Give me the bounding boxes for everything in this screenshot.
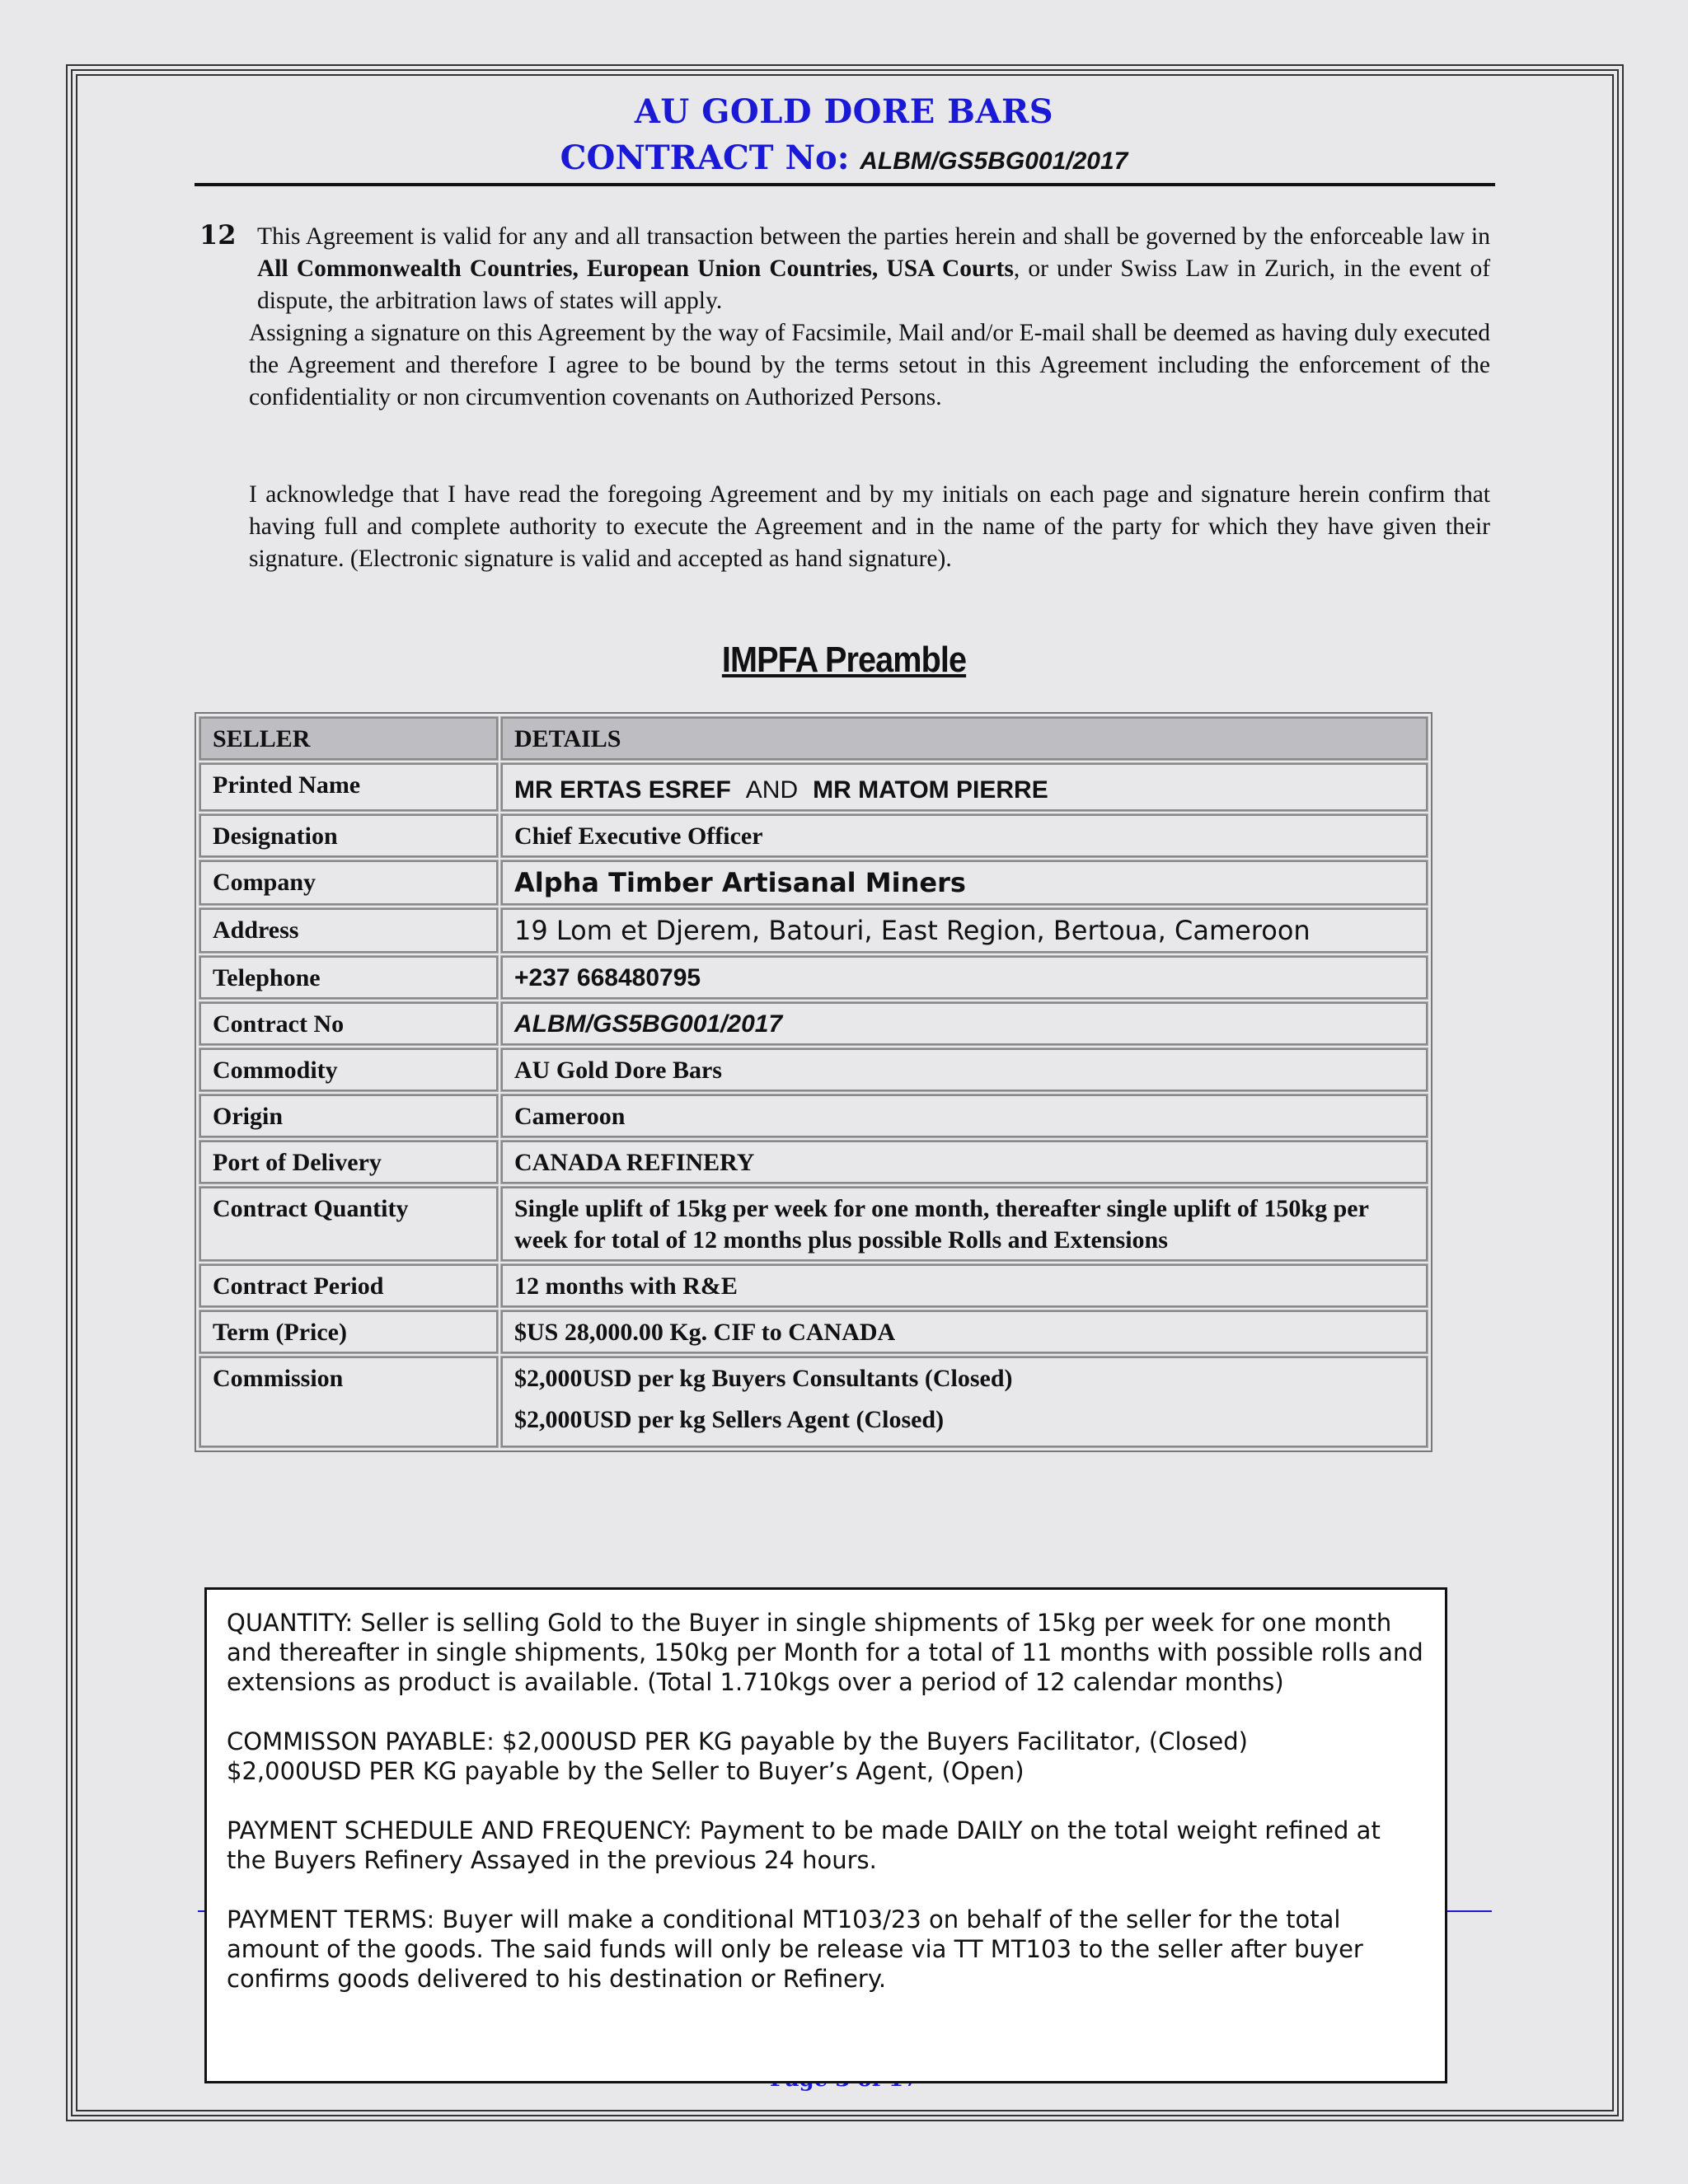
row-label: Contract Quantity <box>199 1187 498 1261</box>
period-value: 12 months with R&E <box>501 1264 1428 1307</box>
clause-number: 12 <box>199 219 237 251</box>
table-row <box>199 1264 1428 1307</box>
title-divider <box>195 183 1495 186</box>
port-value: CANADA REFINERY <box>501 1141 1428 1183</box>
clause-paragraph-2: Assigning a signature on this Agreement by the way of Facsimile, Mail and/or E-mail shall be deemed as having duly executed the Agreement and therefore I agree to be bound by the terms setout in this Agreement including the enforcement of the confidentiality or non circumvention covenants on Authorized Persons. <box>249 320 1490 410</box>
row-label: Commission <box>199 1357 498 1447</box>
clause-paragraph-3: I acknowledge that I have read the foregoing Agreement and by my initials on each page and signature herein confirm that having full and complete authority to execute the Agreement and in the name of the party for which they have given their signature. (Electronic signature is valid and accepted as hand signature). <box>249 481 1490 572</box>
row-label: Printed Name <box>199 763 498 811</box>
table-row <box>199 1048 1428 1091</box>
table-row <box>199 860 1428 905</box>
table-row <box>199 1187 1428 1261</box>
row-label: Telephone <box>199 956 498 999</box>
table-row <box>199 1357 1428 1447</box>
table-row <box>199 1094 1428 1137</box>
row-label: Port of Delivery <box>199 1141 498 1183</box>
clause-paragraph-1-text-a: This Agreement is valid for any and all transaction between the parties herein and shall be governed by the enforceable law in <box>257 223 1490 250</box>
preamble-table <box>195 712 1432 1452</box>
row-label: Origin <box>199 1094 498 1137</box>
origin-value: Cameroon <box>501 1094 1428 1137</box>
impfa-preamble-title: IMPFA Preamble <box>721 640 967 680</box>
row-label: Address <box>199 908 498 953</box>
printed-name-value <box>501 763 1428 811</box>
table-header-row <box>199 717 1428 760</box>
commission-line-1: $2,000USD per kg Buyers Consultants (Closed) <box>514 1365 1013 1392</box>
header-seller: SELLER <box>199 717 498 760</box>
table-row <box>199 1002 1428 1045</box>
company-value: Alpha Timber Artisanal Miners <box>501 860 1428 905</box>
table-row <box>199 763 1428 811</box>
table-row <box>199 814 1428 857</box>
commission-value <box>501 1357 1428 1447</box>
price-value: $US 28,000.00 Kg. CIF to CANADA <box>501 1310 1428 1353</box>
row-label: Designation <box>199 814 498 857</box>
quantity-value: Single uplift of 15kg per week for one month, thereafter single uplift of 150kg per week for total of 12 months plus possible Rolls and Extensions <box>501 1187 1428 1261</box>
table-row <box>199 908 1428 953</box>
document-title: AU GOLD DORE BARS <box>634 92 1054 131</box>
telephone-value: +237 668480795 <box>501 956 1428 999</box>
table-row <box>199 1141 1428 1183</box>
overlay-payment-terms: PAYMENT TERMS: Buyer will make a conditional MT103/23 on behalf of the seller for the total amount of the goods. The said funds will only be release via TT MT103 to the seller after buyer confirms goods delivered to his destination or Refinery. <box>227 1905 1363 1993</box>
clause-paragraph-1 <box>257 221 1490 317</box>
row-label: Term (Price) <box>199 1310 498 1353</box>
commission-line-2: $2,000USD per kg Sellers Agent (Closed) <box>514 1406 945 1433</box>
terms-overlay-box <box>204 1587 1447 2083</box>
overlay-payment-schedule: PAYMENT SCHEDULE AND FREQUENCY: Payment to be made DAILY on the total weight refined at the Buyers Refinery Assayed in the previous 24 hours. <box>227 1816 1381 1874</box>
address-value: 19 Lom et Djerem, Batouri, East Region, Bertoua, Cameroon <box>501 908 1428 953</box>
clause-paragraph-1-text-b: , or under Swiss Law in Zurich, in the event of dispute, the arbitration laws of states will apply. <box>257 255 1491 314</box>
row-label: Contract Period <box>199 1264 498 1307</box>
contract-no-value: ALBM/GS5BG001/2017 <box>501 1002 1428 1045</box>
contract-label: CONTRACT No: <box>560 138 850 177</box>
row-label: Contract No <box>199 1002 498 1045</box>
overlay-commission-line-1: COMMISSON PAYABLE: $2,000USD PER KG payable by the Buyers Facilitator, (Closed) <box>227 1727 1248 1755</box>
header-details: DETAILS <box>501 717 1428 760</box>
overlay-commission-line-2: $2,000USD PER KG payable by the Seller to Buyer’s Agent, (Open) <box>227 1757 1025 1785</box>
contract-heading <box>0 138 1688 177</box>
table-row <box>199 1310 1428 1353</box>
row-label: Commodity <box>199 1048 498 1091</box>
clause-paragraph-1-jurisdictions: All Commonwealth Countries, European Union Countries, USA Courts <box>257 255 1014 282</box>
commodity-value: AU Gold Dore Bars <box>501 1048 1428 1091</box>
table-row <box>199 956 1428 999</box>
seller-name-1: MR ERTAS ESREF AND MR MATOM PIERRE <box>514 776 1048 804</box>
contract-number: ALBM/GS5BG001/2017 <box>860 148 1128 175</box>
row-label: Company <box>199 860 498 905</box>
overlay-commission <box>227 1727 1423 1786</box>
designation-value: Chief Executive Officer <box>501 814 1428 857</box>
overlay-quantity: QUANTITY: Seller is selling Gold to the Buyer in single shipments of 15kg per week for one month and thereafter in single shipments, 150kg per Month for a total of 11 months with possible rolls and extensions as product is available. (Total 1.710kgs over a period of 12 calendar months) <box>227 1609 1423 1696</box>
